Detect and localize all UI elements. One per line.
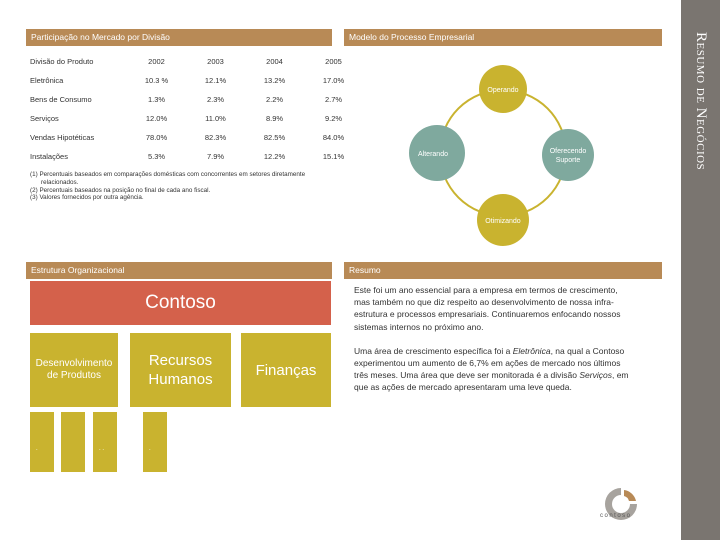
table-row bbox=[30, 71, 363, 90]
market-header: Participação no Mercado por Divisão bbox=[26, 29, 332, 46]
process-header: Modelo do Processo Empresarial bbox=[344, 29, 662, 46]
table-cell: 12.1% bbox=[204, 76, 227, 85]
org-top-box bbox=[30, 281, 331, 325]
summary-paragraph bbox=[354, 345, 634, 394]
column-header: 2002 bbox=[148, 57, 165, 66]
summary-paragraph: Este foi um ano essencial para a empresa em termos de crescimento, mas também no que diz respeito ao desenvolvimento de nossa infra-estrutura e processos empresariais. Continuaremos enfocando nossos sistemas internos no próximo ano. bbox=[354, 285, 621, 332]
footnote: (3) Valores fornecidos por outra agência. bbox=[30, 194, 144, 202]
table-cell: 2.7% bbox=[324, 95, 343, 104]
footnotes bbox=[30, 171, 320, 202]
footnote: (1) Percentuais baseados em comparações domésticas com concorrentes em setores diretamente relacionados. bbox=[30, 171, 306, 186]
node-oferecendo-suporte bbox=[542, 129, 594, 181]
row-label: Vendas Hipotéticas bbox=[30, 133, 95, 142]
market-table bbox=[30, 52, 363, 166]
summary-text-span: , em que as ações de mercado apresentaram uma leve queda. bbox=[354, 370, 629, 393]
table-cell: 78.0% bbox=[145, 133, 168, 142]
table-cell: 2.2% bbox=[265, 95, 284, 104]
summary-text-span: Uma área de crescimento específica foi a bbox=[354, 345, 513, 356]
table-cell: 82.3% bbox=[204, 133, 227, 142]
summary-header: Resumo bbox=[344, 262, 662, 279]
node-label: Alterando bbox=[418, 151, 448, 158]
node-label: Suporte bbox=[555, 157, 581, 164]
table-cell: 13.2% bbox=[263, 76, 286, 85]
table-row bbox=[30, 147, 363, 166]
org-sub-box bbox=[61, 412, 85, 472]
row-label: Serviços bbox=[30, 114, 59, 123]
org-group-product-dev bbox=[30, 333, 118, 407]
table-cell: 17.0% bbox=[322, 76, 345, 85]
table-cell: 7.9% bbox=[206, 152, 225, 161]
node-label: Oferecendo bbox=[549, 148, 587, 155]
column-header: 2005 bbox=[325, 57, 342, 66]
org-sub-label: . bbox=[36, 446, 38, 452]
side-title bbox=[681, 0, 720, 540]
org-sub-label: . . bbox=[99, 446, 105, 452]
row-label: Bens de Consumo bbox=[30, 95, 92, 104]
summary-text bbox=[354, 284, 634, 406]
org-sub-box bbox=[93, 412, 117, 472]
summary-emphasis: Serviços bbox=[579, 370, 612, 381]
table-cell: 84.0% bbox=[322, 133, 345, 142]
node-label: Otimizando bbox=[485, 218, 521, 225]
table-cell: 10.3 % bbox=[144, 76, 169, 85]
org-group-label: Desenvolvimento bbox=[35, 358, 113, 369]
table-header-row bbox=[30, 52, 363, 71]
table-row bbox=[30, 90, 363, 109]
table-row bbox=[30, 109, 363, 128]
column-header: 2003 bbox=[207, 57, 224, 66]
logo-wordmark: contoso bbox=[600, 513, 632, 519]
org-group-label: Recursos bbox=[148, 352, 213, 369]
org-sub-label: . bbox=[149, 446, 151, 452]
table-cell: 11.0% bbox=[205, 114, 226, 123]
summary-emphasis: Eletrônica bbox=[512, 345, 551, 356]
table-row bbox=[30, 128, 363, 147]
table-cell: 2.3% bbox=[206, 95, 225, 104]
column-header: Divisão do Produto bbox=[30, 57, 94, 66]
table-cell: 5.3% bbox=[147, 152, 166, 161]
row-label: Eletrônica bbox=[30, 76, 64, 85]
org-group-label: Humanos bbox=[148, 371, 213, 388]
org-top-label: Contoso bbox=[145, 292, 216, 313]
org-sub-box bbox=[30, 412, 54, 472]
footnote: (2) Percentuais baseados na posição no final de cada ano fiscal. bbox=[30, 186, 211, 194]
table-cell: 1.3% bbox=[147, 95, 166, 104]
node-label: Operando bbox=[487, 87, 519, 94]
table-cell: 82.5% bbox=[263, 133, 286, 142]
table-cell: 12.2% bbox=[263, 152, 286, 161]
column-header: 2004 bbox=[266, 57, 283, 66]
org-group-label: de Produtos bbox=[47, 370, 101, 381]
org-group-finance bbox=[241, 333, 331, 407]
org-sub-box bbox=[143, 412, 167, 472]
table-cell: 15.1% bbox=[322, 152, 345, 161]
process-cycle-diagram bbox=[395, 65, 625, 265]
table-cell: 12.0% bbox=[145, 114, 168, 123]
org-group-label: Finanças bbox=[255, 361, 317, 379]
side-title-text: Resumo de Negócios bbox=[693, 32, 709, 171]
table-cell: 9.2% bbox=[324, 114, 343, 123]
summary-text-span: , na qual a Contoso experimentou um aumento de 6,7% em ações de mercado nos últimos três meses. Uma área que deve ser monitorada é a divisão bbox=[354, 345, 625, 381]
org-group-hr bbox=[130, 333, 231, 407]
table-cell: 8.9% bbox=[265, 114, 284, 123]
row-label: Instalações bbox=[30, 152, 68, 161]
org-header: Estrutura Organizacional bbox=[26, 262, 332, 279]
